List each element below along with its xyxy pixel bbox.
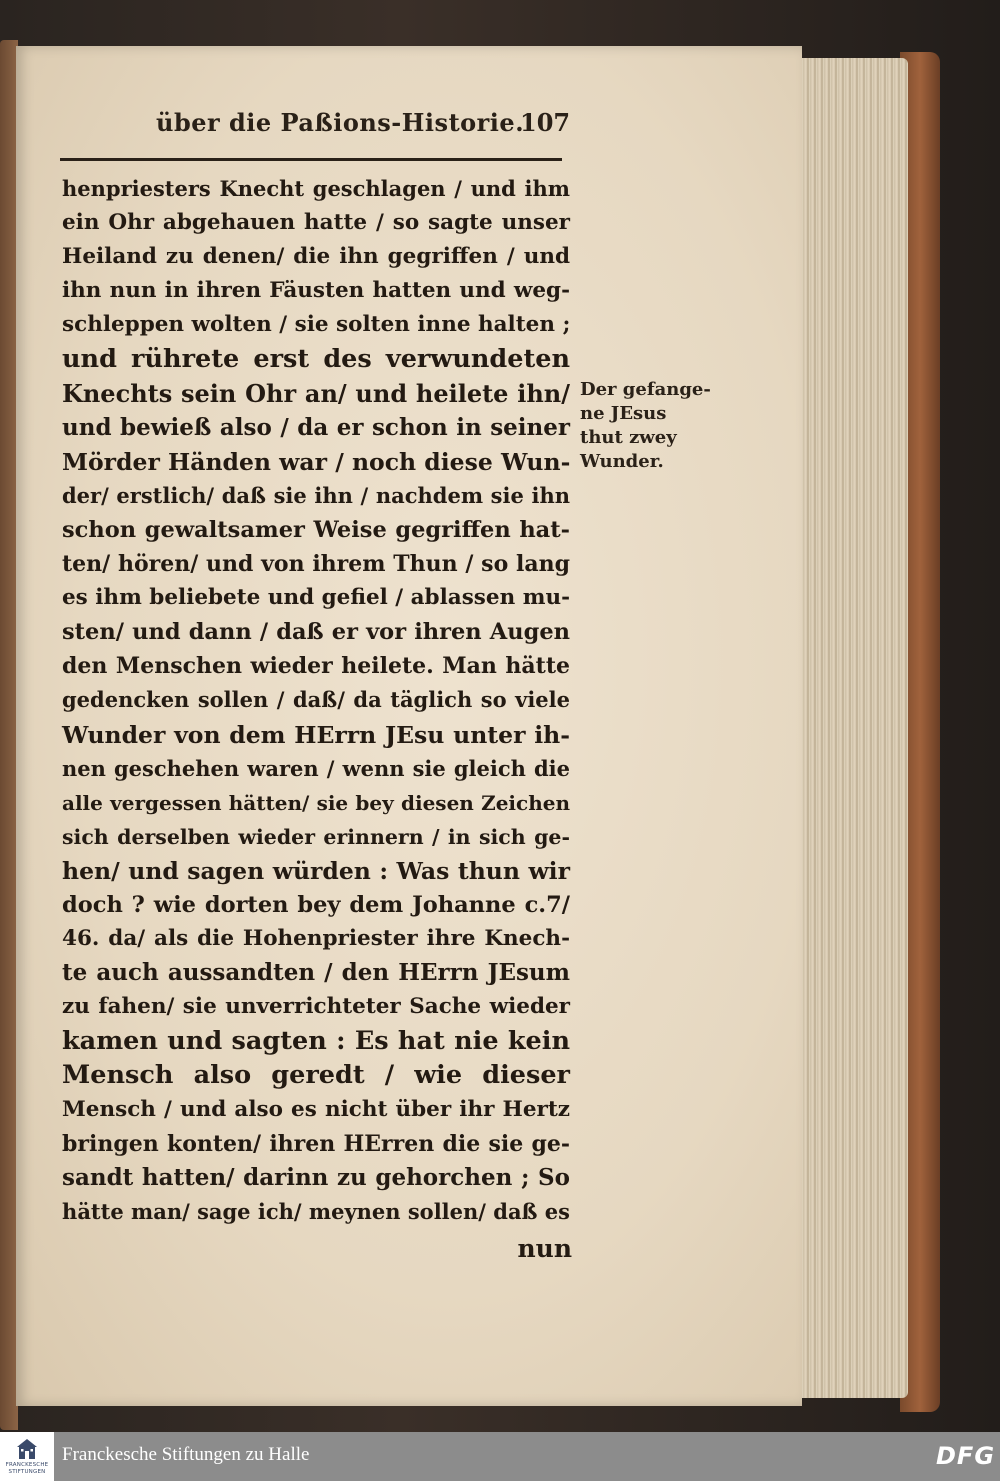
- dfg-logo[interactable]: DFG: [936, 1442, 996, 1470]
- text-line: doch ? wie dorten bey dem Johanne c.7/: [62, 891, 570, 918]
- text-line: bringen konten/ ihren HErren die sie ge-: [62, 1130, 570, 1157]
- text-line: sich derselben wieder erinnern / in sich ge-: [62, 824, 570, 849]
- logo-text: [0, 1462, 54, 1476]
- text-line: Wunder von dem HErrn JEsu unter ih-: [62, 720, 570, 749]
- header-rule: [60, 158, 562, 161]
- text-line: und rührete erst des verwundeten: [62, 344, 570, 375]
- marginal-note-line: ne JEsus: [580, 403, 667, 424]
- text-line: es ihm beliebete und gefiel / ablassen mu-: [62, 585, 571, 611]
- running-head: über die Paßions-Historie.: [156, 108, 525, 137]
- show-through-bleed: [598, 612, 738, 692]
- text-line: hen/ und sagen würden : Was thun wir: [62, 856, 570, 885]
- marginal-note: [580, 378, 730, 474]
- page-edges-stack: [796, 58, 908, 1398]
- text-line: Mensch / und also es nicht über ihr Hertz: [62, 1096, 570, 1122]
- text-line: ein Ohr abgehauen hatte / so sagte unser: [62, 210, 570, 236]
- text-line: alle vergessen hätten/ sie bey diesen Zeichen: [62, 790, 570, 815]
- catchword: nun: [517, 1234, 572, 1263]
- marginal-note-line: Der gefange-: [580, 379, 711, 400]
- text-line: gedencken sollen / daß/ da täglich so viele: [62, 687, 570, 713]
- logo-text-line: STIFTUNGEN: [8, 1469, 46, 1475]
- text-line: 46. da/ als die Hohenpriester ihre Knech-: [62, 926, 570, 952]
- text-line: Heiland zu denen/ die ihn gegriffen / und: [62, 244, 570, 270]
- text-line: schon gewaltsamer Weise gegriffen hat-: [62, 516, 570, 543]
- logo-text-line: FRANCKESCHE: [5, 1462, 49, 1468]
- text-line: te auch aussandten / den HErrn JEsum: [62, 959, 570, 987]
- text-line: sten/ und dann / daß er vor ihren Augen: [62, 619, 570, 646]
- text-line: hätte man/ sage ich/ meynen sollen/ daß es: [62, 1198, 570, 1224]
- body-text: [62, 172, 570, 1229]
- text-line: und bewieß also / da er schon in seiner: [62, 413, 570, 441]
- institution-logo[interactable]: [0, 1432, 54, 1481]
- text-line: zu fahen/ sie unverrichteter Sache wieder: [62, 994, 570, 1020]
- text-line: kamen und sagten : Es hat nie kein: [62, 1026, 570, 1057]
- institution-name: Franckesche Stiftungen zu Halle: [62, 1444, 310, 1465]
- marginal-note-line: thut zwey: [580, 427, 677, 448]
- text-line: ten/ hören/ und von ihrem Thun / so lang: [62, 551, 570, 578]
- text-line: ihn nun in ihren Fäusten hatten und weg-: [62, 278, 570, 304]
- marginal-note-line: Wunder.: [580, 451, 664, 472]
- text-line: den Menschen wieder heilete. Man hätte: [62, 653, 570, 680]
- text-line: schleppen wolten / sie solten inne halten ;: [62, 312, 571, 338]
- text-line: der/ erstlich/ daß sie ihn / nachdem sie ihn: [62, 482, 570, 508]
- text-line: nen geschehen waren / wenn sie gleich die: [62, 755, 570, 781]
- text-line: Knechts sein Ohr an/ und heilete ihn/: [62, 378, 570, 408]
- text-line: Mörder Händen war / noch diese Wun-: [62, 447, 571, 476]
- text-line: Mensch also geredt / wie dieser: [62, 1060, 570, 1091]
- footer-bar: [0, 1432, 1000, 1481]
- text-line: sandt hatten/ darinn zu gehorchen ; So: [62, 1163, 570, 1191]
- orphanage-emblem-icon: [17, 1438, 37, 1460]
- text-line: henpriesters Knecht geschlagen / und ihm: [62, 176, 570, 201]
- page-number: 107: [520, 108, 571, 137]
